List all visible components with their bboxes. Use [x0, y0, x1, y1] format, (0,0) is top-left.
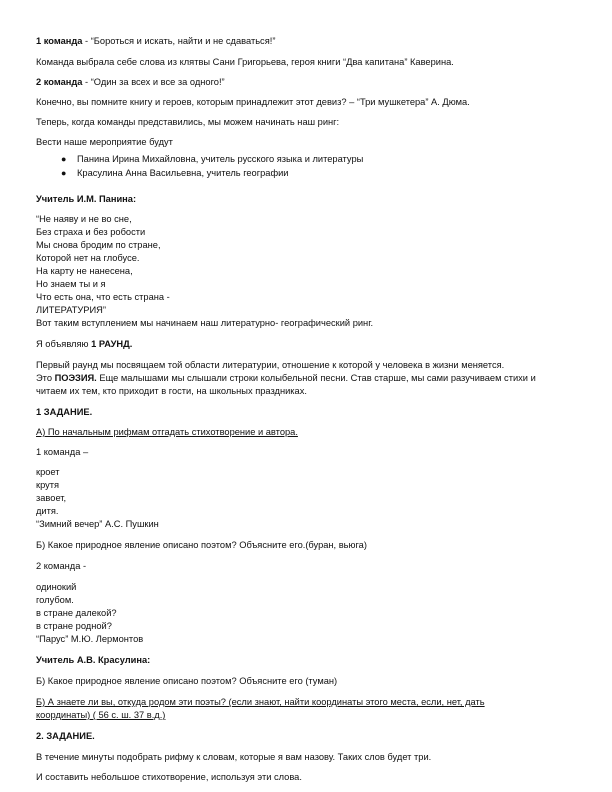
poem1-line: Но знаем ты и я	[36, 279, 106, 289]
poem1-line: Вот таким вступлением мы начинаем наш литературно- географический ринг.	[36, 318, 374, 328]
poem1-line: На карту не нанесена,	[36, 266, 133, 276]
team2-label: 2 команда	[36, 77, 83, 87]
round-desc-pre: Это	[36, 373, 55, 383]
poem1-line: “Не наяву и не во сне,	[36, 214, 132, 224]
poem1-line: Которой нет на глобусе.	[36, 253, 140, 263]
round-title: 1 РАУНД.	[91, 339, 133, 349]
rhyme-word: в стране далекой?	[36, 608, 117, 618]
team2-motto-line	[36, 77, 225, 88]
rhyme-word: в стране родной?	[36, 621, 112, 631]
team2-dash: 2 команда -	[36, 561, 87, 571]
host-item: Панина Ирина Михайловна, учитель русского языка и литературы	[77, 154, 364, 164]
round-pre: Я объявляю	[36, 339, 92, 349]
poem1-line: ЛИТЕРАТУРИЯ”	[36, 305, 106, 315]
teacher1-heading: Учитель И.М. Панина:	[36, 194, 137, 204]
round-desc-rest: Еще малышами мы слышали строки колыбельной песни. Став старше, мы сами разучиваем стихи и	[96, 373, 536, 383]
poem1-line: Мы снова бродим по стране,	[36, 240, 161, 250]
team1-motto: - “Бороться и искать, найти и не сдаваться!”	[82, 36, 276, 46]
rhyme-word: дитя.	[36, 506, 59, 516]
task2-heading: 2. ЗАДАНИЕ.	[36, 731, 95, 741]
teams-intro: Теперь, когда команды представились, мы можем начинать наш ринг:	[36, 117, 340, 127]
hosts-intro: Вести наше мероприятие будут	[36, 137, 173, 147]
poetry-term: ПОЭЗИЯ.	[54, 373, 97, 383]
task1-a: А) По начальным рифмам отгадать стихотворение и автора.	[36, 427, 298, 437]
round-description: читаем их тем, кто приходит в гости, на школьных праздниках.	[36, 386, 307, 396]
task-b2-line: Б) А знаете ли вы, откуда родом эти поэты? (если знают, найти координаты этого места, если, нет, дать	[36, 697, 485, 707]
round-description	[36, 373, 536, 384]
answer: “Зимний вечер” А.С. Пушкин	[36, 519, 159, 529]
bullet-icon: ●	[61, 154, 67, 164]
task1-b: Б) Какое природное явление описано поэтом? Объясните его.(буран, вьюга)	[36, 540, 367, 550]
task1-heading: 1 ЗАДАНИЕ.	[36, 407, 93, 417]
team2-description: Конечно, вы помните книгу и героев, которым принадлежит этот девиз? – “Три мушкетера” А. Дюма.	[36, 97, 470, 107]
teacher2-heading: Учитель А.В. Красулина:	[36, 655, 151, 665]
task-b2-line: координаты) ( 56 с. ш. 37 в.д.)	[36, 710, 166, 720]
team2-motto: - “Один за всех и все за одного!”	[82, 77, 225, 87]
rhyme-word: голубом.	[36, 595, 74, 605]
rhyme-word: одинокий	[36, 582, 77, 592]
bullet-icon: ●	[61, 168, 67, 178]
round-announcement	[36, 339, 132, 350]
rhyme-word: кроет	[36, 467, 60, 477]
task2-b: Б) Какое природное явление описано поэтом? Объясните его (туман)	[36, 676, 338, 686]
rhyme-word: крутя	[36, 480, 60, 490]
task2-description: И составить небольшое стихотворение, используя эти слова.	[36, 772, 302, 782]
poem1-line: Что есть она, что есть страна -	[36, 292, 170, 302]
team1-dash: 1 команда –	[36, 447, 89, 457]
host-item: Красулина Анна Васильевна, учитель географии	[77, 168, 289, 178]
rhyme-word: завоет,	[36, 493, 67, 503]
team1-description: Команда выбрала себе слова из клятвы Сани Григорьева, героя книги “Два капитана” Каверина.	[36, 57, 454, 67]
team1-label: 1 команда	[36, 36, 83, 46]
poem1-line: Без страха и без робости	[36, 227, 146, 237]
answer: “Парус” М.Ю. Лермонтов	[36, 634, 144, 644]
task2-description: В течение минуты подобрать рифму к словам, которые я вам назову. Таких слов будет три.	[36, 752, 432, 762]
team1-motto-line	[36, 36, 275, 47]
round-description: Первый раунд мы посвящаем той области литературии, отношение к которой у человека в жизни меняется.	[36, 360, 505, 370]
